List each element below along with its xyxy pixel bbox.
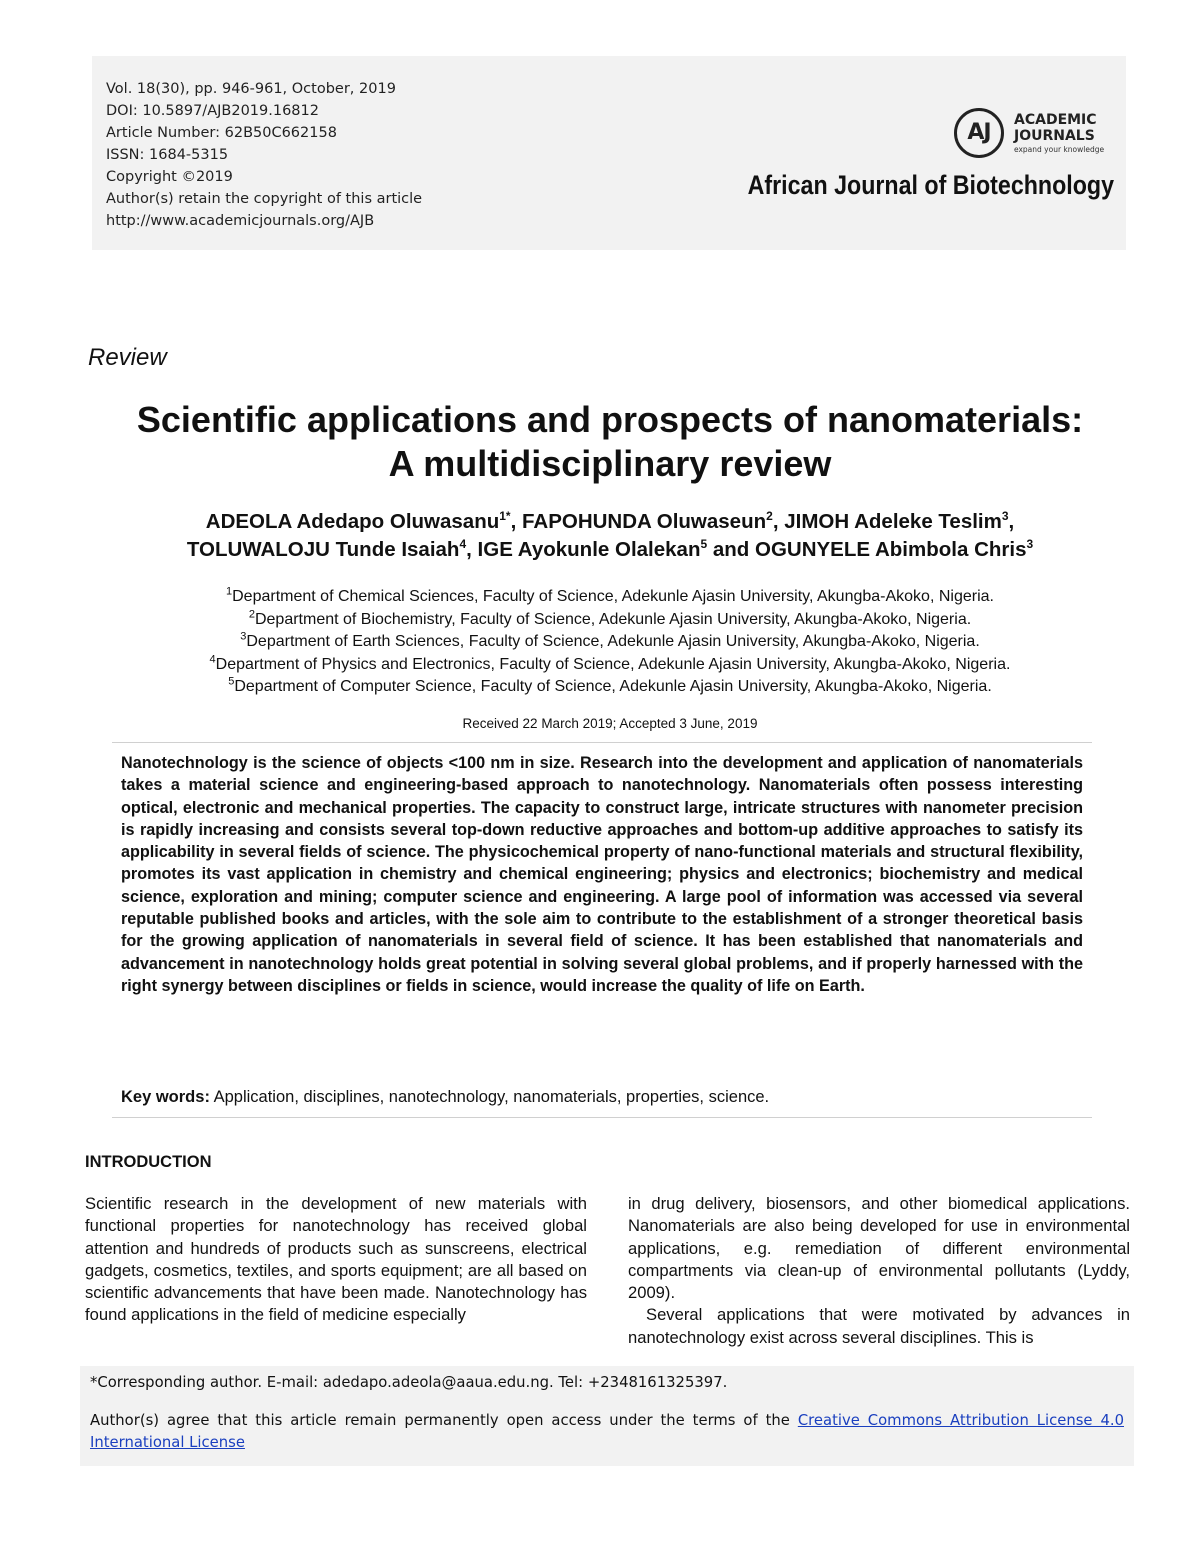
affiliation-text: Department of Computer Science, Faculty of Science, Adekunle Ajasin University, Akungba-Akoko, Nigeria. (234, 678, 992, 695)
affiliation-number: 5 (228, 675, 235, 688)
meta-article-number: Article Number: 62B50C662158 (106, 125, 337, 141)
title-line-2: A multidisciplinary review (388, 443, 832, 484)
author-affiliation-mark: 3 (1026, 537, 1034, 552)
affiliation-text: Department of Physics and Electronics, Faculty of Science, Adekunle Ajasin University, Akungba-Akoko, Nigeria. (215, 655, 1011, 673)
body-paragraph: Scientific research in the development of new materials with functional properties for nanotechnology has received global attention and hundreds of products such as sunscreens, electrical gadgets, cosmetics, textiles, and sports equipment; are all based on scientific advancements that have been made. Nanotechnology has found applications in the field of medicine especially (85, 1194, 587, 1325)
article-title (60, 398, 1160, 486)
author-name: JIMOH Adeleke Teslim (784, 510, 1002, 533)
author-name: IGE Ayokunle Olalekan (477, 538, 701, 561)
title-line-1: Scientific applications and prospects of nanomaterials: (136, 399, 1084, 440)
affiliation-number: 4 (209, 653, 216, 666)
affiliation-text: Department of Earth Sciences, Faculty of Science, Adekunle Ajasin University, Akungba-Akoko, Nigeria. (246, 633, 980, 650)
journal-header (92, 56, 1126, 250)
author-affiliation-mark: 1* (499, 509, 511, 524)
body-column-right (628, 1193, 1130, 1349)
license-link[interactable]: Creative Commons Attribution License 4.0 International License (90, 1412, 1124, 1451)
logo-tagline: expand your knowledge (1014, 145, 1105, 154)
affiliation-text: Department of Chemical Sciences, Faculty of Science, Adekunle Ajasin University, Akungba-Akoko, Nigeria. (232, 588, 994, 605)
keywords-text: Application, disciplines, nanotechnology, nanomaterials, properties, science. (209, 1088, 770, 1106)
introduction-heading: INTRODUCTION (85, 1153, 212, 1171)
affiliation-number: 2 (248, 608, 255, 621)
author-affiliation-mark: 4 (459, 537, 467, 552)
affiliation-item (60, 654, 1160, 677)
logo-wordmark (1014, 112, 1104, 156)
author-line-2 (60, 536, 1160, 564)
author-name: FAPOHUNDA Oluwaseun (522, 510, 767, 533)
license-note (90, 1410, 1124, 1454)
affiliation-number: 1 (226, 585, 233, 598)
author-separator: , (772, 510, 785, 533)
author-separator: , (1008, 510, 1015, 533)
affiliation-item (60, 631, 1160, 654)
author-name: ADEOLA Adedapo Oluwasanu (205, 510, 500, 533)
author-separator: , (466, 538, 478, 561)
body-column-left (85, 1193, 587, 1327)
license-text: Author(s) agree that this article remain permanently open access under the terms of the (90, 1412, 798, 1429)
corresponding-author-note: *Corresponding author. E-mail: adedapo.adeola@aaua.edu.ng. Tel: +2348161325397. (90, 1374, 728, 1391)
meta-copyright: Copyright ©2019 (106, 169, 233, 185)
aj-monogram-icon: AJ (954, 108, 1004, 158)
footnote-box (80, 1366, 1134, 1466)
affiliation-item (60, 676, 1160, 699)
logo-line-1: ACADEMIC (1014, 112, 1097, 128)
body-paragraph: in drug delivery, biosensors, and other biomedical applications. Nanomaterials are also being developed for use in environmental applications, e.g. remediation of different environmental compartments via clean-up of environmental pollutants (Lyddy, 2009). (628, 1194, 1130, 1303)
meta-doi: DOI: 10.5897/AJB2019.16812 (106, 103, 319, 119)
abstract-box (112, 742, 1092, 1118)
article-meta (106, 78, 422, 232)
meta-issn: ISSN: 1684-5315 (106, 147, 229, 163)
affiliation-list (60, 586, 1160, 699)
author-separator: , (510, 510, 522, 533)
keywords-line (121, 1088, 769, 1107)
body-paragraph: Several applications that were motivated by advances in nanotechnology exist across several disciplines. This is (628, 1305, 1130, 1347)
author-separator: and (707, 538, 755, 561)
meta-rights: Author(s) retain the copyright of this article (106, 191, 423, 207)
journal-name: African Journal of Biotechnology (747, 170, 1114, 200)
affiliation-text: Department of Biochemistry, Faculty of Science, Adekunle Ajasin University, Akungba-Akoko, Nigeria. (254, 610, 972, 628)
abstract-text: Nanotechnology is the science of objects <100 nm in size. Research into the development and application of nanomaterials takes a material science and engineering-based approach to nanotechnology. Nanomaterials often possess interesting optical, electronic and mechanical properties. The capacity to construct large, intricate structures with nanometer precision is rapidly increasing and consists several top-down reductive approaches and bottom-up additive approaches to satisfy its applicability in several fields of science. The physicochemical property of nano-functional materials and structural flexibility, promotes its vast application in chemistry and chemical engineering; physics and electronics; biochemistry and medical science, exploration and mining; computer science and engineering. A large pool of information was accessed via several reputable published books and articles, with the sole aim to contribute to the establishment of a stronger theoretical basis for the growing application of nanomaterials in several field of science. It has been established that nanomaterials and advancement in nanotechnology holds great potential in solving several global problems, and if properly harnessed with the right synergy between disciplines or fields in science, would increase the quality of life on Earth. (121, 754, 1083, 995)
article-type-label: Review (88, 344, 167, 371)
academic-journals-logo (954, 106, 1124, 166)
author-affiliation-mark: 5 (700, 537, 708, 552)
author-name: TOLUWALOJU Tunde Isaiah (186, 538, 460, 561)
author-affiliation-mark: 2 (766, 509, 773, 524)
affiliation-item (60, 609, 1160, 632)
meta-url: http://www.academicjournals.org/AJB (106, 213, 375, 229)
author-list (60, 508, 1160, 564)
affiliation-item (60, 586, 1160, 609)
author-line-1 (60, 508, 1160, 536)
author-name: OGUNYELE Abimbola Chris (755, 538, 1027, 561)
affiliation-number: 3 (240, 630, 247, 643)
keywords-label: Key words: (121, 1088, 210, 1106)
received-dates: Received 22 March 2019; Accepted 3 June, 2019 (462, 716, 758, 731)
author-affiliation-mark: 3 (1001, 509, 1009, 524)
meta-volume: Vol. 18(30), pp. 946-961, October, 2019 (106, 81, 396, 97)
logo-line-2: JOURNALS (1014, 128, 1095, 144)
